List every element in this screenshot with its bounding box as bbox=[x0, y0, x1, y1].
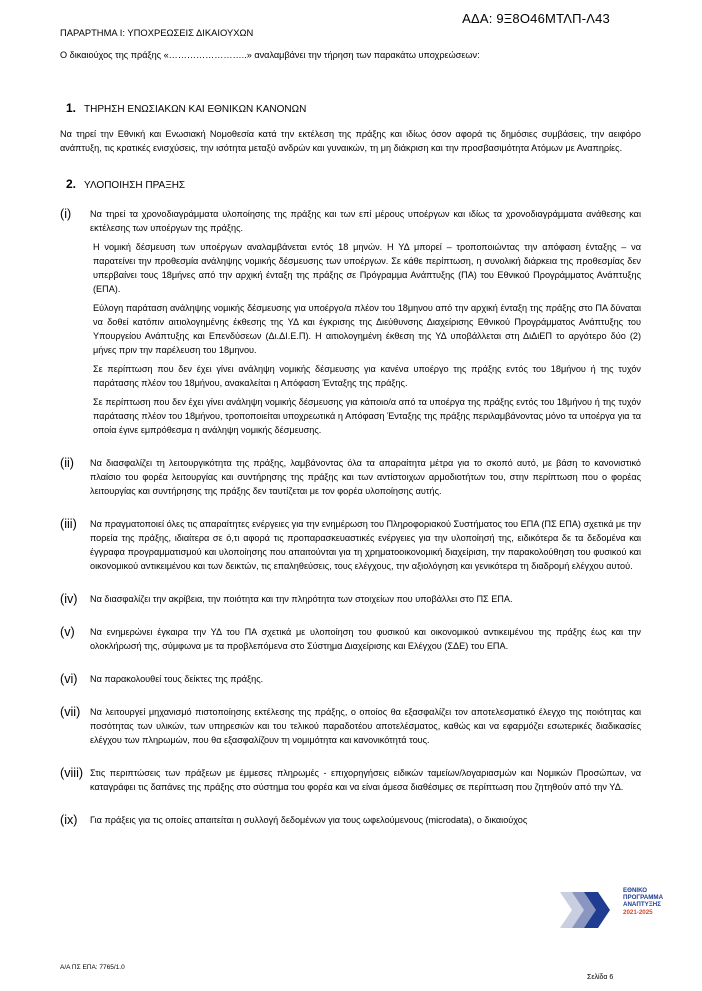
section-1-heading bbox=[60, 101, 641, 117]
item-body bbox=[90, 705, 641, 752]
item-paragraph: Σε περίπτωση που δεν έχει γίνει ανάληψη νομικής δέσμευσης για κάποιο/α από τα υποέργα της πράξης εντός του 18μήνου ή της τυχόν παράτασης πλέον του 18μήνου, τροποποιείται υποχρεωτικά η Απόφαση Ένταξης της πράξης περιλαμβάνοντας μόνο τα υποέργα για τα οποία έγινε εμπρόθεσμα η ανάληψη νομικής δέσμευσης. bbox=[93, 397, 641, 435]
logo-line: ΑΝΑΠΤΥΞΗΣ bbox=[623, 901, 661, 909]
item-number: (vii) bbox=[60, 705, 81, 719]
section-number: 2. bbox=[66, 177, 77, 191]
item-body bbox=[90, 672, 641, 691]
item-paragraph: Σε περίπτωση που δεν έχει γίνει ανάληψη νομικής δέσμευσης για κανένα υποέργο της πράξης εντός του 18μήνου ή της τυχόν παράτασης πλέον του 18μήνου, ανακαλείται η Απόφαση Ένταξης της πράξης. bbox=[93, 364, 641, 388]
page-title: ΠΑΡΑΡΤΗΜΑ Ι: ΥΠΟΧΡΕΩΣΕΙΣ ΔΙΚΑΙΟΥΧΩΝ bbox=[60, 27, 254, 38]
logo-text bbox=[623, 887, 663, 916]
item-paragraph: Να τηρεί τα χρονοδιαγράμματα υλοποίησης της πράξης και των επί μέρους υποέργων και ιδίως τα χρονοδιαγράμματα ανάθεσης και εκτέλεσης των υποέργων της πράξης. bbox=[90, 209, 641, 233]
list-item bbox=[60, 592, 641, 611]
item-number: (ix) bbox=[60, 813, 78, 827]
list-item bbox=[60, 705, 641, 752]
list-item bbox=[60, 672, 641, 691]
item-number: (ii) bbox=[60, 456, 74, 470]
ada-code: ΑΔΑ: 9Ξ8Ο46ΜΤΛΠ-Λ43 bbox=[462, 11, 610, 26]
list-item bbox=[60, 766, 641, 799]
chevron-logo-icon bbox=[560, 888, 620, 932]
item-paragraph: Εύλογη παράταση ανάληψης νομικής δέσμευσης για υποέργο/α πλέον του 18μηνου από την αρχική ένταξη της πράξης στο ΠΑ δύναται να δοθεί κατόπιν αιτιολογημένης έκθεσης της ΥΔ και έγκρισης της Διεύθυνσης Διαχείρισης Εθνικού Προγράμματος Ανάπτυξης του Υπουργείου Ανάπτυξης και Επενδύσεων (Δι.ΔΙ.Ε.Π). Η αιτιολογημένη έκθεση της ΥΔ υποβάλλεται στη ΔιΔιΕΠ το αργότερο δύο (2) μήνες πριν την παρέλευση του 18μηνου. bbox=[93, 303, 641, 355]
list-item bbox=[60, 517, 641, 578]
list-item bbox=[60, 813, 641, 832]
logo-years: 2021-2025 bbox=[623, 908, 653, 916]
item-body bbox=[90, 456, 641, 503]
item-paragraph: Να ενημερώνει έγκαιρα την ΥΔ του ΠΑ σχετικά με υλοποίηση του φυσικού και οικονομικού αντικειμένου της πράξης έως και την ολοκλήρωσή της, σύμφωνα με τα προβλεπόμενα στο Σύστημα Διαχείρισης και Ελέγχου (ΣΔΕ) του ΕΠΑ. bbox=[90, 627, 641, 651]
obligations-list bbox=[60, 207, 641, 832]
item-number: (iv) bbox=[60, 592, 78, 606]
logo-line: ΕΘΝΙΚΟ bbox=[623, 887, 648, 894]
page-number: Σελίδα 6 bbox=[587, 974, 614, 981]
section-number: 1. bbox=[66, 101, 77, 115]
section-2-heading bbox=[60, 177, 641, 193]
item-paragraph: Να παρακολουθεί τους δείκτες της πράξης. bbox=[90, 674, 264, 684]
list-item bbox=[60, 456, 641, 503]
document-body bbox=[60, 26, 641, 846]
item-paragraph: Η νομική δέσμευση των υποέργων αναλαμβάνεται εντός 18 μηνών. Η ΥΔ μπορεί – τροποποιώντας την απόφαση ένταξης – να παρατείνει την προθεσμία ανάληψης νομικής δέσμευσης των υποέργων. Σε κάθε περίπτωση, η συνολική διάρκεια της προθεσμίας δεν υπερβαίνει τους 18μήνες από την αρχική ένταξη της πράξης σε Πρόγραμμα Ανάπτυξης (ΠΑ) του Εθνικού Προγράμματος Ανάπτυξης (ΕΠΑ). bbox=[93, 242, 641, 294]
item-paragraph: Να διασφαλίζει την ακρίβεια, την ποιότητα και την πληρότητα των στοιχείων που υποβάλλει στο ΠΣ ΕΠΑ. bbox=[90, 594, 513, 604]
item-paragraph: Να πραγματοποιεί όλες τις απαραίτητες ενέργειες για την ενημέρωση του Πληροφοριακού Συστήματος του ΕΠΑ (ΠΣ ΕΠΑ) σχετικά με την πορεία της πράξης, ιδιαίτερα σε ό,τι αφορά τις προπαρασκευαστικές ενέργειες για την υλοποίησή της, ειδικότερα δε τα δεδομένα και έγγραφα προγραμματισμού και υλοποίησης που απαιτούνται για τη χρηματοοικονομική διαχείριση, την παρακολούθηση του φυσικού και οικονομικού αντικειμένου και των δεικτών, τις επαληθεύσεις, τους ελέγχους, την αξιολόγηση και γενικότερα τη διαδρομή ελέγχου αυτού. bbox=[90, 519, 641, 571]
item-paragraph: Για πράξεις για τις οποίες απαιτείται η συλλογή δεδομένων για τους ωφελούμενους (microdata), ο δικαιούχος bbox=[90, 815, 528, 825]
item-paragraph: Στις περιπτώσεις των πράξεων με έμμεσες πληρωμές - επιχορηγήσεις ειδικών ταμείων/λογαριασμών και Νομικών Προσώπων, να καταγράφει τις δαπάνες της πράξης στο σύστημα του φορέα και να είναι άμεσα διαθέσιμες σε περίπτωση που ζητηθούν από την ΥΔ. bbox=[90, 768, 641, 792]
list-item bbox=[60, 207, 641, 442]
item-paragraph: Να διασφαλίζει τη λειτουργικότητα της πράξης, λαμβάνοντας όλα τα απαραίτητα μέτρα για το σκοπό αυτό, με βάση το κανονιστικό πλαίσιο του φορέα λειτουργίας και συντήρησης της πράξης και των αντίστοιχων αρμοδιοτήτων του, στην περίπτωση που ο φορέας λειτουργίας και συντήρησης της πράξης δεν ταυτίζεται με τον φορέα υλοποίησης αυτής. bbox=[90, 458, 641, 496]
intro-text: Ο δικαιούχος της πράξης «……………………..» αναλαμβάνει την τήρηση των παρακάτω υποχρεώσεων: bbox=[60, 50, 480, 60]
footer-ref: Α/Α ΠΣ ΕΠΑ: 7765/1.0 bbox=[60, 964, 125, 971]
item-body bbox=[90, 813, 641, 832]
item-number: (v) bbox=[60, 625, 75, 639]
item-paragraph: Να λειτουργεί μηχανισμό πιστοποίησης εκτέλεσης της πράξης, ο οποίος θα εξασφαλίζει τον αποτελεσματικό έλεγχο της ποιότητας και ποσότητας των υλικών, των υπηρεσιών και του τελικού παραδοτέου αποτελέσματος, καθώς και να εφαρμόζει εσωτερικές διαδικασίες ελέγχου των πληρωμών, που θα εξασφαλίζουν τη νομιμότητα και κανονικότητά τους. bbox=[90, 707, 641, 745]
list-item bbox=[60, 625, 641, 658]
item-body bbox=[90, 592, 641, 611]
logo-line: ΠΡΟΓΡΑΜΜΑ bbox=[623, 894, 664, 902]
epa-logo bbox=[560, 880, 680, 940]
item-number: (iii) bbox=[60, 517, 77, 531]
section-title: ΥΛΟΠΟΙΗΣΗ ΠΡΑΞΗΣ bbox=[84, 180, 186, 191]
section-1-text: Να τηρεί την Εθνική και Ενωσιακή Νομοθεσία κατά την εκτέλεση της πράξης και ιδίως όσον αφορά τις δημόσιες συμβάσεις, την αειφόρο ανάπτυξη, τις κρατικές ενισχύσεις, την ισότητα μεταξύ ανδρών και γυναικών, τη μη διάκριση και την προσβασιμότητα Ατόμων με Αναπηρίες. bbox=[60, 129, 641, 153]
item-number: (i) bbox=[60, 207, 72, 221]
item-body bbox=[90, 517, 641, 578]
item-number: (vi) bbox=[60, 672, 78, 686]
section-title: ΤΗΡΗΣΗ ΕΝΩΣΙΑΚΩΝ ΚΑΙ ΕΘΝΙΚΩΝ ΚΑΝΟΝΩΝ bbox=[84, 104, 307, 115]
item-body bbox=[90, 207, 641, 442]
item-body bbox=[90, 625, 641, 658]
item-number: (viii) bbox=[60, 766, 84, 780]
item-body bbox=[90, 766, 641, 799]
